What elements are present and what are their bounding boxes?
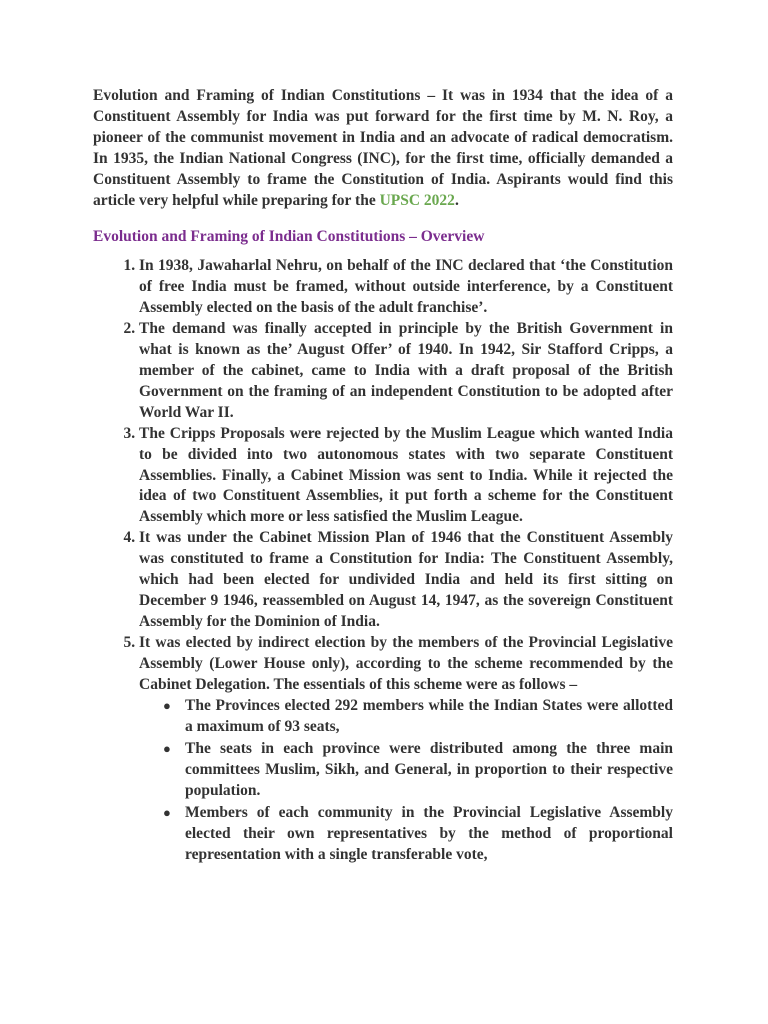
- intro-text: Evolution and Framing of Indian Constitutions – It was in 1934 that the idea of a Constituent Assembly for India was put forward for the first time by M. N. Roy, a pioneer of the communist movement in India and an advocate of radical democratism. In 1935, the Indian National Congress (INC), for the first time, officially demanded a Constituent Assembly to frame the Constitution of India.: [93, 87, 673, 188]
- bullet-icon: ●: [163, 741, 171, 757]
- scheme-essentials-list: [139, 696, 673, 865]
- sub-list-item-text: The Provinces elected 292 members while the Indian States were allotted a maximum of 93 seats,: [185, 697, 673, 736]
- document-page: [93, 86, 673, 867]
- list-item-text: The demand was finally accepted in principle by the British Government in what is known as the’ August Offer’ of 1940. In 1942, Sir Stafford Cripps, a member of the cabinet, came to India with a draft proposal of the British Government on the framing of an independent Constitution to be adopted after World War II.: [139, 320, 673, 421]
- sub-list-item: [163, 696, 673, 738]
- list-item: [139, 319, 673, 424]
- list-item: [139, 633, 673, 866]
- overview-heading: Evolution and Framing of Indian Constitutions – Overview: [93, 228, 485, 246]
- bullet-icon: ●: [163, 805, 171, 820]
- sub-list-item: [163, 739, 673, 802]
- list-item-text: The Cripps Proposals were rejected by the Muslim League which wanted India to be divided into two autonomous states with two separate Constituent Assemblies. Finally, a Cabinet Mission was sent to India. While it rejected the idea of two Constituent Assemblies, it put forth a scheme for the Constituent Assembly which more or less satisfied the Muslim League.: [139, 424, 673, 526]
- list-item-text: In 1938, Jawaharlal Nehru, on behalf of the INC declared that ‘the Constitution of free India must be framed, without outside interference, by a Constituent Assembly elected on the basis of the adult franchise’.: [139, 257, 673, 317]
- sub-list-item: [163, 803, 673, 866]
- aspirants-text: Aspirants would find this article very helpful while preparing for the: [93, 170, 673, 209]
- list-item-text: It was under the Cabinet Mission Plan of 1946 that the Constituent Assembly was constituted to frame a Constitution for India: The Constituent Assembly, which had been elected for undivided India and held its first sitting on December 9 1946, reassembled on August 14, 1947, as the sovereign Constituent Assembly for the Dominion of India.: [139, 529, 673, 630]
- upsc-2022-link[interactable]: UPSC 2022: [379, 191, 455, 209]
- list-item: [139, 256, 673, 319]
- intro-paragraph: [93, 86, 673, 211]
- list-item: [139, 528, 673, 633]
- list-item: [139, 424, 673, 529]
- list-item-text: It was elected by indirect election by the members of the Provincial Legislative Assembly (Lower House only), according to the scheme recommended by the Cabinet Delegation. The essentials of this scheme were as follows –: [139, 633, 673, 693]
- sub-list-item-text: Members of each community in the Provincial Legislative Assembly elected their own representatives by the method of proportional representation with a single transferable vote,: [185, 804, 673, 863]
- intro-period: .: [454, 191, 459, 209]
- sub-list-item-text: The seats in each province were distributed among the three main committees Muslim, Sikh, and General, in proportion to their respective population.: [185, 740, 673, 800]
- overview-list: [93, 256, 673, 865]
- bullet-icon: ●: [163, 698, 171, 714]
